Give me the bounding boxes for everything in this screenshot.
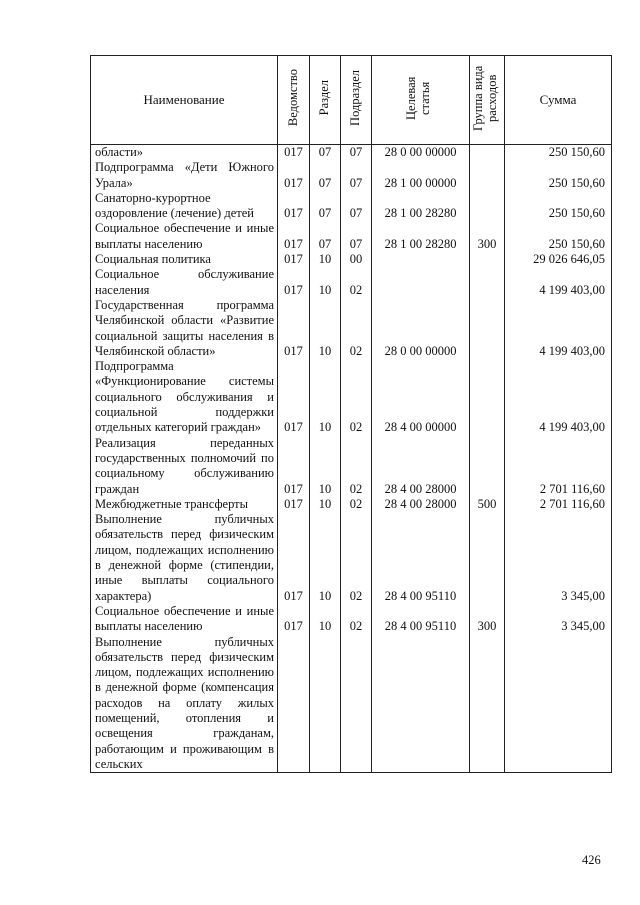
row-name: Межбюджетные трансферты xyxy=(91,497,278,512)
row-name: Подпрограмма «Дети Южного Урала» xyxy=(91,160,278,191)
row-razdel: 10 xyxy=(310,267,341,298)
row-gruppa xyxy=(470,145,505,161)
row-name: Подпрограмма «Функционирование системы социального обслуживания и социальной поддержки отдельных категорий граждан» xyxy=(91,359,278,435)
header-name: Наименование xyxy=(91,56,278,145)
row-celevaya xyxy=(372,635,470,773)
row-celevaya: 28 1 00 28280 xyxy=(372,221,470,252)
budget-table xyxy=(90,55,612,773)
row-gruppa: 300 xyxy=(470,604,505,635)
row-summa: 2 701 116,60 xyxy=(505,497,612,512)
header-summa: Сумма xyxy=(505,56,612,145)
row-podrazdel: 02 xyxy=(341,436,372,497)
row-gruppa: 300 xyxy=(470,221,505,252)
row-name: Социальная политика xyxy=(91,252,278,267)
row-summa: 250 150,60 xyxy=(505,160,612,191)
row-celevaya: 28 4 00 00000 xyxy=(372,359,470,435)
row-podrazdel: 07 xyxy=(341,145,372,161)
row-celevaya: 28 4 00 28000 xyxy=(372,497,470,512)
row-celevaya: 28 1 00 28280 xyxy=(372,191,470,222)
header-vedomstvo: Ведомство xyxy=(285,69,300,127)
table-header-row xyxy=(91,56,612,145)
row-name: Государственная программа Челябинской области «Развитие социальной защиты населения в Челябинской области» xyxy=(91,298,278,359)
row-gruppa xyxy=(470,267,505,298)
header-razdel-cell xyxy=(310,56,341,145)
row-summa: 3 345,00 xyxy=(505,512,612,604)
row-vedomstvo: 017 xyxy=(278,604,310,635)
row-vedomstvo: 017 xyxy=(278,497,310,512)
row-razdel: 07 xyxy=(310,191,341,222)
row-gruppa xyxy=(470,252,505,267)
row-celevaya: 28 4 00 95110 xyxy=(372,512,470,604)
header-gruppa-cell xyxy=(470,56,505,145)
row-vedomstvo: 017 xyxy=(278,436,310,497)
row-vedomstvo: 017 xyxy=(278,145,310,161)
row-name: Выполнение публичных обязательств перед физическим лицом, подлежащих исполнению в денежной форме (компенсация расходов на оплату жилых помещений, отопления и освещения гражданам, работающим и проживающим в сельских xyxy=(91,635,278,773)
header-podrazdel: Подраздел xyxy=(348,70,363,126)
row-razdel: 10 xyxy=(310,298,341,359)
row-vedomstvo: 017 xyxy=(278,298,310,359)
row-summa: 250 150,60 xyxy=(505,221,612,252)
row-celevaya: 28 1 00 00000 xyxy=(372,160,470,191)
row-razdel: 07 xyxy=(310,160,341,191)
row-gruppa xyxy=(470,160,505,191)
table-row xyxy=(91,359,612,435)
row-vedomstvo xyxy=(278,635,310,773)
table-row xyxy=(91,436,612,497)
table-row xyxy=(91,191,612,222)
header-razdel: Раздел xyxy=(317,80,332,116)
header-celevaya-cell xyxy=(372,56,470,145)
row-razdel: 10 xyxy=(310,604,341,635)
row-podrazdel: 07 xyxy=(341,221,372,252)
row-summa: 29 026 646,05 xyxy=(505,252,612,267)
table-row xyxy=(91,160,612,191)
row-podrazdel xyxy=(341,635,372,773)
header-celevaya: Целевая статья xyxy=(403,76,432,120)
row-vedomstvo: 017 xyxy=(278,267,310,298)
row-gruppa xyxy=(470,512,505,604)
row-name: Социальное обеспечение и иные выплаты населению xyxy=(91,604,278,635)
row-razdel: 07 xyxy=(310,221,341,252)
table-row xyxy=(91,145,612,161)
header-vedomstvo-cell xyxy=(278,56,310,145)
table-body xyxy=(91,145,612,773)
row-razdel: 10 xyxy=(310,497,341,512)
row-gruppa xyxy=(470,191,505,222)
row-razdel: 10 xyxy=(310,252,341,267)
row-podrazdel: 02 xyxy=(341,298,372,359)
table-row xyxy=(91,604,612,635)
row-gruppa xyxy=(470,436,505,497)
row-razdel: 10 xyxy=(310,512,341,604)
table-row xyxy=(91,298,612,359)
table-row xyxy=(91,221,612,252)
row-gruppa: 500 xyxy=(470,497,505,512)
row-vedomstvo: 017 xyxy=(278,359,310,435)
row-celevaya: 28 0 00 00000 xyxy=(372,298,470,359)
row-celevaya: 28 4 00 28000 xyxy=(372,436,470,497)
row-name: области» xyxy=(91,145,278,161)
row-gruppa xyxy=(470,298,505,359)
row-summa: 3 345,00 xyxy=(505,604,612,635)
row-celevaya xyxy=(372,252,470,267)
row-podrazdel: 02 xyxy=(341,604,372,635)
table-row xyxy=(91,635,612,773)
row-name: Реализация переданных государственных полномочий по социальному обслуживанию граждан xyxy=(91,436,278,497)
row-celevaya: 28 0 00 00000 xyxy=(372,145,470,161)
row-gruppa xyxy=(470,359,505,435)
row-celevaya: 28 4 00 95110 xyxy=(372,604,470,635)
header-gruppa: Группа вида расходов xyxy=(471,65,499,131)
row-gruppa xyxy=(470,635,505,773)
row-name: Социальное обслуживание населения xyxy=(91,267,278,298)
row-razdel xyxy=(310,635,341,773)
row-vedomstvo: 017 xyxy=(278,221,310,252)
row-vedomstvo: 017 xyxy=(278,191,310,222)
header-podrazdel-cell xyxy=(341,56,372,145)
row-summa: 4 199 403,00 xyxy=(505,267,612,298)
row-podrazdel: 02 xyxy=(341,359,372,435)
row-name: Социальное обеспечение и иные выплаты населению xyxy=(91,221,278,252)
row-podrazdel: 07 xyxy=(341,191,372,222)
row-summa: 4 199 403,00 xyxy=(505,298,612,359)
row-summa: 2 701 116,60 xyxy=(505,436,612,497)
row-razdel: 10 xyxy=(310,436,341,497)
row-podrazdel: 02 xyxy=(341,267,372,298)
table-row xyxy=(91,497,612,512)
page-number: 426 xyxy=(582,853,601,867)
row-podrazdel: 00 xyxy=(341,252,372,267)
row-podrazdel: 02 xyxy=(341,512,372,604)
row-vedomstvo: 017 xyxy=(278,252,310,267)
row-name: Санаторно-курортное оздоровление (лечение) детей xyxy=(91,191,278,222)
row-razdel: 07 xyxy=(310,145,341,161)
row-razdel: 10 xyxy=(310,359,341,435)
table-row xyxy=(91,512,612,604)
row-celevaya xyxy=(372,267,470,298)
row-summa: 250 150,60 xyxy=(505,191,612,222)
row-name: Выполнение публичных обязательств перед физическим лицом, подлежащих исполнению в денежной форме (стипендии, иные выплаты социального характера) xyxy=(91,512,278,604)
row-vedomstvo: 017 xyxy=(278,160,310,191)
table-row xyxy=(91,267,612,298)
row-summa: 4 199 403,00 xyxy=(505,359,612,435)
row-podrazdel: 07 xyxy=(341,160,372,191)
row-summa: 250 150,60 xyxy=(505,145,612,161)
row-summa xyxy=(505,635,612,773)
row-vedomstvo: 017 xyxy=(278,512,310,604)
row-podrazdel: 02 xyxy=(341,497,372,512)
table-row xyxy=(91,252,612,267)
